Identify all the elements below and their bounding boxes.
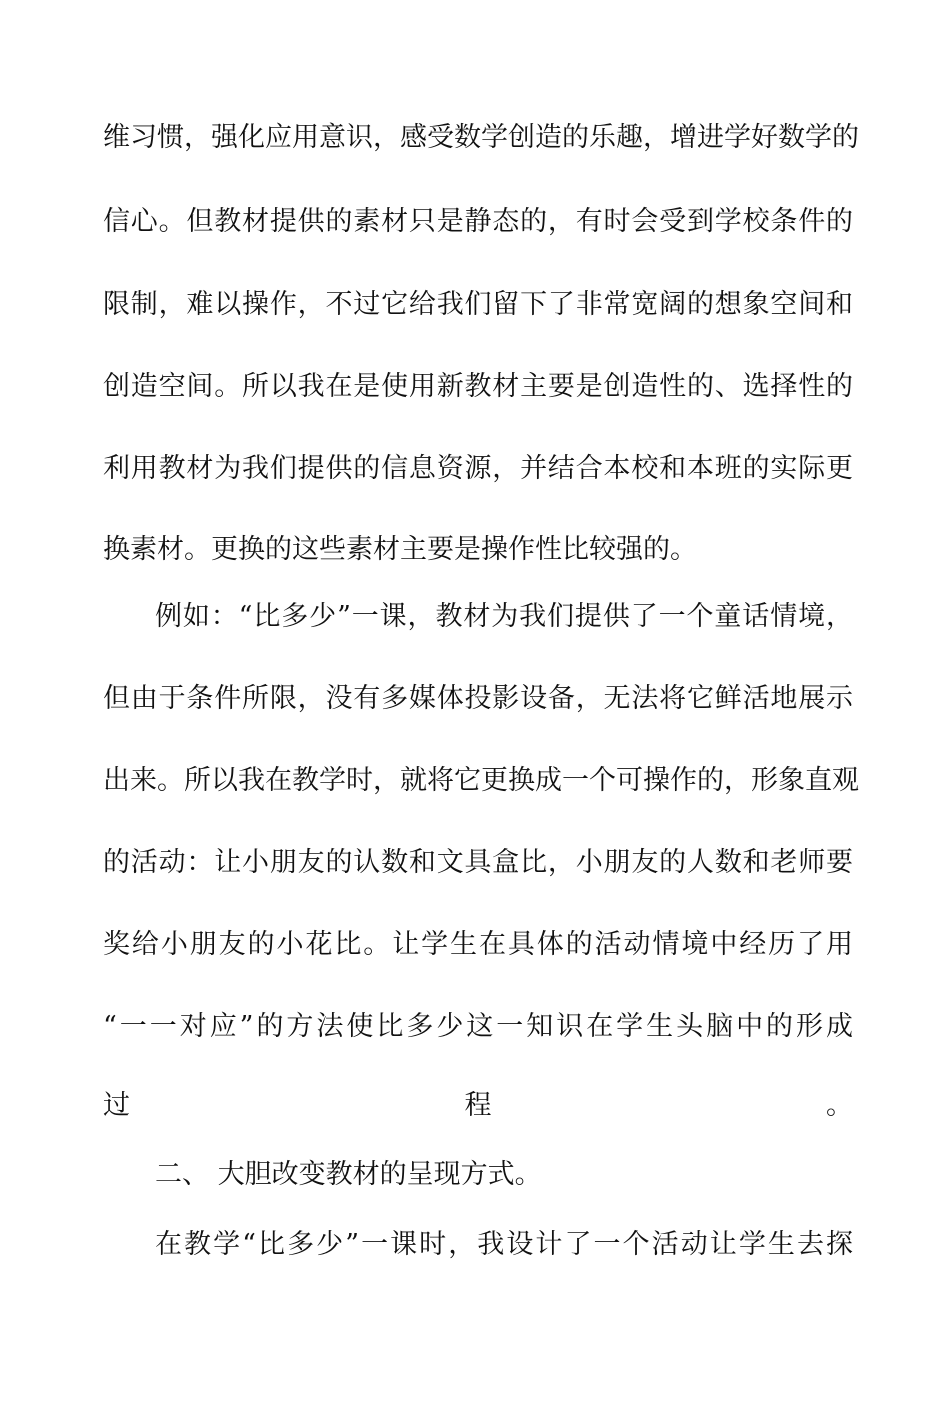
paragraph-line: 但由于条件所限，没有多媒体投影设备，无法将它鲜活地展示 xyxy=(103,683,853,714)
paragraph-line: 过 程 。 xyxy=(103,1090,853,1121)
paragraph-line: 换素材。更换的这些素材主要是操作性比较强的。 xyxy=(103,534,697,565)
paragraph-line: 的活动：让小朋友的认数和文具盒比，小朋友的人数和老师要 xyxy=(103,847,853,878)
paragraph-line: 信心。但教材提供的素材只是静态的，有时会受到学校条件的 xyxy=(103,206,853,237)
paragraph-line: 利用教材为我们提供的信息资源，并结合本校和本班的实际更 xyxy=(103,453,853,484)
paragraph-line: 出来。所以我在教学时，就将它更换成一个可操作的，形象直观 xyxy=(103,765,859,796)
paragraph-line: 维习惯，强化应用意识，感受数学创造的乐趣，增进学好数学的 xyxy=(103,122,859,153)
paragraph-line: 奖给小朋友的小花比。让学生在具体的活动情境中经历了用 xyxy=(103,929,853,960)
paragraph-line: 创造空间。所以我在是使用新教材主要是创造性的、选择性的 xyxy=(103,371,853,402)
section-heading: 二、 大胆改变教材的呈现方式。 xyxy=(155,1159,542,1190)
paragraph-line: “一一对应”的方法使比多少这一知识在学生头脑中的形成 xyxy=(103,1011,853,1042)
paragraph-line: 例如：“比多少”一课，教材为我们提供了一个童话情境， xyxy=(155,601,853,632)
paragraph-line: 在教学“比多少”一课时，我设计了一个活动让学生去探 xyxy=(155,1229,853,1260)
paragraph-line: 限制，难以操作，不过它给我们留下了非常宽阔的想象空间和 xyxy=(103,289,853,320)
